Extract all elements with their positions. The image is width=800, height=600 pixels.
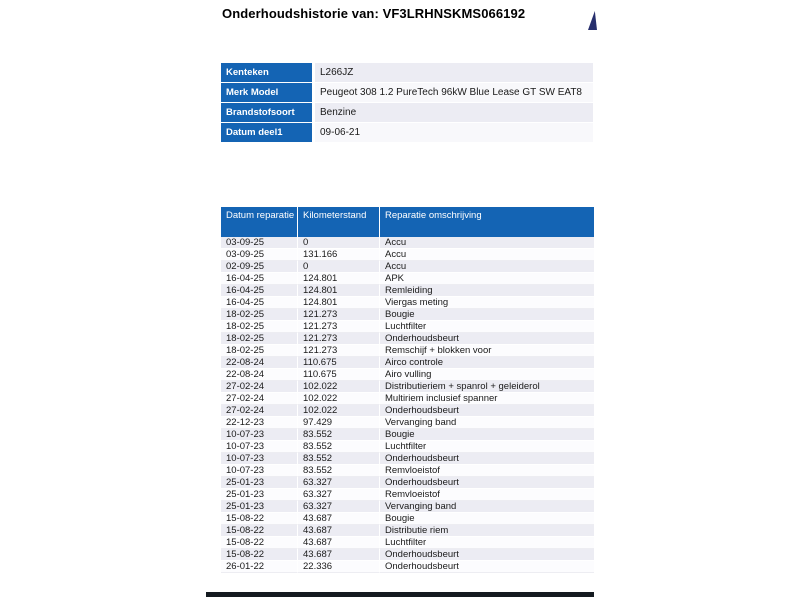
vehicle-info-body [221,63,593,143]
cell-date: 18-02-25 [221,333,298,345]
cell-description: Onderhoudsbeurt [380,561,594,573]
cell-description: Onderhoudsbeurt [380,549,594,561]
brand-logo-icon [588,11,597,30]
cell-date: 27-02-24 [221,393,298,405]
cell-date: 02-09-25 [221,261,298,273]
table-row [221,237,594,249]
cell-description: Airco controle [380,357,594,369]
table-row [221,333,594,345]
repair-table-body [221,237,594,573]
table-row [221,309,594,321]
table-row [221,441,594,453]
table-row [221,285,594,297]
cell-km: 43.687 [298,513,380,525]
table-row [221,261,594,273]
cell-date: 18-02-25 [221,321,298,333]
table-row [221,357,594,369]
cell-km: 83.552 [298,465,380,477]
table-row [221,123,593,143]
cell-date: 25-01-23 [221,477,298,489]
cell-description: Onderhoudsbeurt [380,405,594,417]
table-row [221,369,594,381]
cell-km: 0 [298,261,380,273]
cell-label: Kenteken [221,63,315,83]
table-row [221,249,594,261]
cell-value: L266JZ [315,63,593,83]
table-row [221,465,594,477]
cell-km: 131.166 [298,249,380,261]
cell-value: Peugeot 308 1.2 PureTech 96kW Blue Lease GT SW EAT8 [315,83,593,103]
table-row [221,297,594,309]
table-row [221,405,594,417]
table-row [221,477,594,489]
table-row [221,321,594,333]
cell-km: 121.273 [298,321,380,333]
table-row [221,429,594,441]
cell-km: 102.022 [298,405,380,417]
cell-date: 22-08-24 [221,357,298,369]
table-row [221,83,593,103]
vehicle-info-table [221,63,593,143]
cell-km: 22.336 [298,561,380,573]
cell-label: Merk Model [221,83,315,103]
cell-value: 09-06-21 [315,123,593,143]
cell-date: 26-01-22 [221,561,298,573]
cell-description: Bougie [380,309,594,321]
cell-km: 63.327 [298,489,380,501]
cell-description: Accu [380,249,594,261]
cell-description: Luchtfilter [380,537,594,549]
cell-km: 124.801 [298,273,380,285]
cell-date: 15-08-22 [221,513,298,525]
cell-date: 27-02-24 [221,381,298,393]
cell-date: 10-07-23 [221,441,298,453]
cell-description: Onderhoudsbeurt [380,453,594,465]
table-row [221,489,594,501]
cell-date: 22-12-23 [221,417,298,429]
cell-description: Vervanging band [380,501,594,513]
table-row [221,549,594,561]
cell-km: 63.327 [298,477,380,489]
table-row [221,525,594,537]
cell-km: 97.429 [298,417,380,429]
cell-km: 0 [298,237,380,249]
cell-km: 121.273 [298,309,380,321]
cell-description: Multiriem inclusief spanner [380,393,594,405]
bottom-edge-bar [206,592,594,597]
cell-km: 43.687 [298,549,380,561]
cell-description: APK [380,273,594,285]
cell-km: 83.552 [298,441,380,453]
cell-description: Onderhoudsbeurt [380,333,594,345]
cell-description: Onderhoudsbeurt [380,477,594,489]
table-row [221,453,594,465]
cell-description: Luchtfilter [380,321,594,333]
cell-date: 22-08-24 [221,369,298,381]
cell-date: 16-04-25 [221,273,298,285]
table-row [221,537,594,549]
cell-description: Remvloeistof [380,465,594,477]
cell-description: Accu [380,237,594,249]
cell-km: 83.552 [298,429,380,441]
vehicle-info-section [221,63,594,143]
table-row [221,393,594,405]
column-header-description: Reparatie omschrijving [380,207,594,237]
cell-date: 03-09-25 [221,237,298,249]
cell-date: 15-08-22 [221,525,298,537]
cell-km: 83.552 [298,453,380,465]
cell-km: 124.801 [298,285,380,297]
cell-description: Distributieriem + spanrol + geleiderol [380,381,594,393]
cell-km: 110.675 [298,369,380,381]
cell-date: 10-07-23 [221,465,298,477]
cell-km: 43.687 [298,537,380,549]
cell-description: Airo vulling [380,369,594,381]
cell-value: Benzine [315,103,593,123]
cell-date: 16-04-25 [221,297,298,309]
cell-date: 16-04-25 [221,285,298,297]
repair-history-table [221,207,594,573]
table-row [221,417,594,429]
cell-label: Datum deel1 [221,123,315,143]
cell-km: 121.273 [298,345,380,357]
cell-date: 15-08-22 [221,549,298,561]
cell-date: 25-01-23 [221,501,298,513]
cell-km: 124.801 [298,297,380,309]
table-row [221,345,594,357]
cell-km: 43.687 [298,525,380,537]
cell-km: 110.675 [298,357,380,369]
cell-km: 102.022 [298,393,380,405]
table-row [221,513,594,525]
cell-description: Distributie riem [380,525,594,537]
cell-km: 102.022 [298,381,380,393]
table-row [221,63,593,83]
cell-date: 25-01-23 [221,489,298,501]
cell-date: 15-08-22 [221,537,298,549]
cell-date: 10-07-23 [221,453,298,465]
table-row [221,273,594,285]
table-row [221,381,594,393]
cell-date: 27-02-24 [221,405,298,417]
cell-description: Remvloeistof [380,489,594,501]
cell-description: Accu [380,261,594,273]
page-title: Onderhoudshistorie van: VF3LRHNSKMS066192 [222,6,526,21]
cell-description: Bougie [380,513,594,525]
cell-date: 18-02-25 [221,309,298,321]
cell-description: Luchtfilter [380,441,594,453]
cell-km: 63.327 [298,501,380,513]
cell-date: 10-07-23 [221,429,298,441]
table-row [221,103,593,123]
cell-description: Remleiding [380,285,594,297]
cell-label: Brandstofsoort [221,103,315,123]
repair-history-section [221,207,594,593]
cell-description: Viergas meting [380,297,594,309]
column-header-odometer: Kilometerstand [298,207,380,237]
cell-date: 18-02-25 [221,345,298,357]
table-row [221,561,594,573]
column-header-date: Datum reparatie [221,207,298,237]
cell-description: Remschijf + blokken voor [380,345,594,357]
cell-description: Bougie [380,429,594,441]
cell-date: 03-09-25 [221,249,298,261]
cell-description: Vervanging band [380,417,594,429]
repair-header-row [221,207,594,237]
table-row [221,501,594,513]
cell-km: 121.273 [298,333,380,345]
